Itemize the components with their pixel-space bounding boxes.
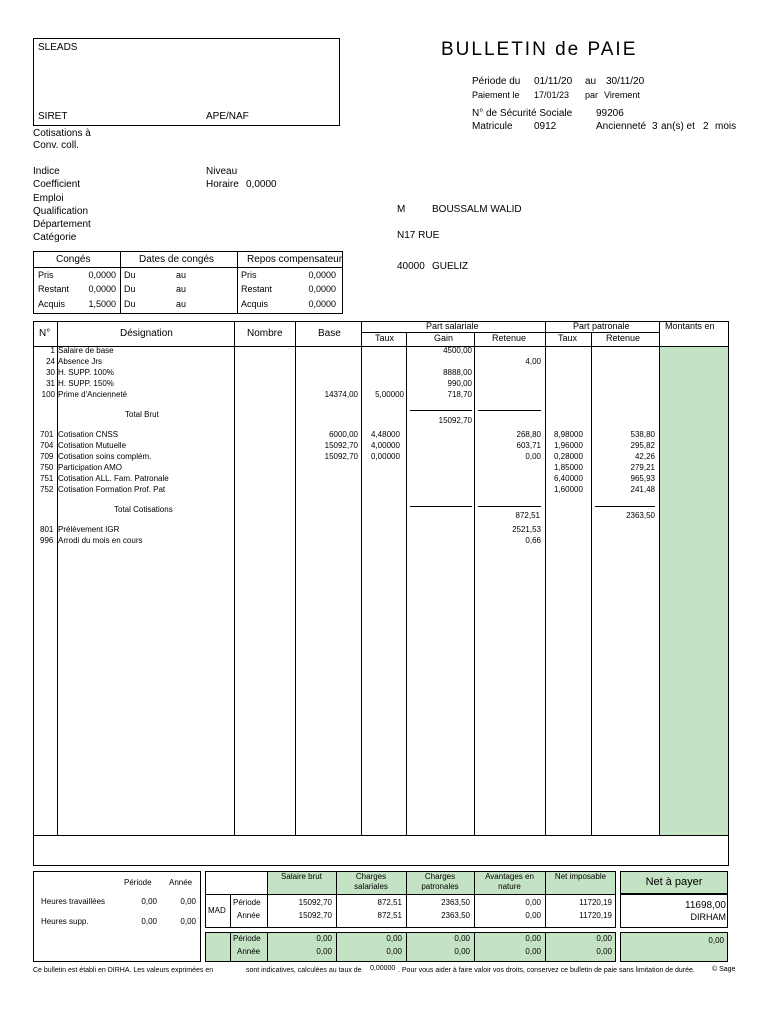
other-row-retenue: 2521,53 — [512, 525, 541, 534]
anciennete-months: 2 — [703, 121, 709, 132]
table-row-num: 30 — [46, 368, 55, 377]
heures-supp-label: Heures supp. — [41, 917, 89, 926]
indice-label: Indice — [33, 166, 60, 177]
cot-row-pretenue: 279,21 — [630, 463, 655, 472]
annee-row-label: Année — [237, 911, 261, 920]
conges-row-label: Restant — [38, 284, 70, 294]
summary-brut: 15092,70 — [298, 911, 332, 920]
cot-row-taux: 0,00000 — [371, 452, 400, 461]
summary-charges_pat: 0,00 — [454, 947, 470, 956]
total-cotisations-label: Total Cotisations — [114, 505, 173, 514]
payment-date: 17/01/23 — [534, 90, 570, 100]
cot-row-num: 709 — [40, 452, 54, 461]
cot-row-pretenue: 295,82 — [630, 441, 655, 450]
other-row-num: 801 — [40, 525, 54, 534]
other-row-num: 996 — [40, 536, 54, 545]
company-box — [33, 38, 340, 126]
summary-avantages: 0,00 — [525, 911, 541, 920]
cot-row-pretenue: 241,48 — [630, 485, 655, 494]
document-title: BULLETIN de PAIE — [441, 39, 638, 60]
table-row-base: 14374,00 — [324, 390, 358, 399]
emploi-label: Emploi — [33, 193, 64, 204]
anciennete-months-unit: mois — [715, 121, 737, 132]
matricule-label: Matricule — [472, 121, 513, 132]
total-cot-retenue: 872,51 — [515, 511, 540, 520]
cot-row-ptaux: 1,85000 — [554, 463, 583, 472]
conges-row-du: Du — [124, 284, 136, 294]
company-name: SLEADS — [38, 42, 78, 53]
col-header-designation: Désignation — [120, 328, 173, 339]
footer-part2: sont indicatives, calculées au taux de — [246, 967, 362, 974]
cot-row-ptaux: 8,98000 — [554, 430, 583, 439]
other-row-designation: Prélèvement IGR — [58, 525, 120, 534]
summary-avantages: 0,00 — [525, 934, 541, 943]
cot-row-retenue: 268,80 — [516, 430, 541, 439]
summary-charges_sal: 872,51 — [377, 911, 402, 920]
repos-row-value: 0,0000 — [308, 284, 336, 294]
repos-row-label: Pris — [241, 270, 257, 280]
heures-travaillees-annee: 0,00 — [180, 897, 196, 906]
heures-supp-periode: 0,00 — [141, 917, 157, 926]
net-payer-currency: DIRHAM — [690, 913, 726, 922]
heures-travaillees-label: Heures travaillées — [41, 897, 106, 906]
table-row-num: 1 — [50, 346, 55, 355]
ss-label: N° de Sécurité Sociale — [472, 108, 573, 119]
periode-row-label: Période — [233, 898, 261, 907]
table-row-num: 31 — [46, 379, 55, 388]
cot-row-ptaux: 1,60000 — [554, 485, 583, 494]
h-avantages-2: nature — [498, 882, 521, 891]
table-row-designation: Salaire de base — [58, 346, 114, 355]
summary-brut: 0,00 — [316, 947, 332, 956]
cot-row-num: 701 — [40, 430, 54, 439]
qualification-label: Qualification — [33, 206, 89, 217]
summary-charges_pat: 2363,50 — [441, 911, 470, 920]
cot-row-designation: Cotisation Formation Prof. Pat — [58, 485, 166, 494]
cot-row-pretenue: 538,80 — [630, 430, 655, 439]
cot-row-num: 750 — [40, 463, 54, 472]
cot-row-num: 752 — [40, 485, 54, 494]
summary-brut: 0,00 — [316, 934, 332, 943]
col-header-retenue: Retenue — [492, 333, 527, 343]
summary-avantages: 0,00 — [525, 898, 541, 907]
cot-row-ptaux: 6,40000 — [554, 474, 583, 483]
horaire-value: 0,0000 — [246, 179, 277, 190]
niveau-label: Niveau — [206, 166, 238, 177]
footer-rate: 0,00000 — [370, 965, 396, 972]
cot-row-designation: Participation AMO — [58, 463, 123, 472]
recipient-city: GUELIZ — [432, 261, 469, 272]
total-brut-label: Total Brut — [125, 410, 159, 419]
table-row-retenue: 4,00 — [525, 357, 541, 366]
anciennete-label: Ancienneté — [596, 121, 647, 132]
h-charges-pat-2: patronales — [421, 882, 459, 891]
h-charges-sal-1: Charges — [355, 872, 387, 881]
net-payer-value: 11698,00 — [685, 900, 726, 911]
table-row-gain: 718,70 — [447, 390, 472, 399]
summary-charges_sal: 0,00 — [386, 934, 402, 943]
table-row-designation: Absence Jrs — [58, 357, 103, 366]
conges-row-value: 0,0000 — [88, 270, 116, 280]
col-header-pretenue: Retenue — [606, 333, 641, 343]
summary-charges_sal: 0,00 — [386, 947, 402, 956]
recipient-name: BOUSSALM WALID — [432, 204, 522, 215]
cot-row-retenue: 603,71 — [516, 441, 541, 450]
cot-row-ptaux: 0,28000 — [554, 452, 583, 461]
ss-value: 99206 — [596, 108, 624, 119]
net-payer-2-value: 0,00 — [708, 936, 724, 945]
cot-row-retenue: 0,00 — [525, 452, 541, 461]
table-row-num: 24 — [46, 357, 55, 366]
cot-row-num: 704 — [40, 441, 54, 450]
conges-row-au: au — [176, 299, 187, 309]
summary-net_imp: 11720,19 — [579, 898, 612, 907]
siret-label: SIRET — [38, 111, 68, 122]
footer-brand: © Sage — [712, 966, 736, 973]
anciennete-years: 3 — [652, 121, 658, 132]
cot-row-designation: Cotisation CNSS — [58, 430, 119, 439]
cot-row-base: 15092,70 — [324, 452, 358, 461]
period-au-label: au — [585, 76, 597, 87]
summary-net_imp: 0,00 — [596, 934, 612, 943]
table-row-designation: Prime d'Ancienneté — [58, 390, 128, 399]
cotisations-label: Cotisations à — [33, 128, 91, 139]
col-header-base: Base — [318, 328, 341, 339]
matricule-value: 0912 — [534, 121, 557, 132]
cot-row-base: 6000,00 — [329, 430, 358, 439]
coefficient-label: Coefficient — [33, 179, 81, 190]
period-from: 01/11/20 — [534, 76, 573, 87]
payment-label: Paiement le — [472, 90, 520, 100]
cot-row-designation: Cotisation Mutuelle — [58, 441, 127, 450]
cot-row-taux: 4,48000 — [371, 430, 400, 439]
periode-row2-label: Période — [233, 934, 261, 943]
table-row-designation: H. SUPP. 100% — [58, 368, 114, 377]
h-salaire-brut: Salaire brut — [281, 872, 322, 881]
total-brut-gain: 15092,70 — [438, 416, 472, 425]
summary-net_imp: 0,00 — [596, 947, 612, 956]
annee-row2-label: Année — [237, 947, 261, 956]
period-from-label: Période du — [472, 76, 521, 87]
summary-net_imp: 11720,19 — [579, 911, 612, 920]
repos-header: Repos compensateur — [247, 254, 343, 265]
other-row-designation: Arrodi du mois en cours — [58, 536, 143, 545]
h-net-imposable: Net imposable — [554, 872, 607, 881]
ape-label: APE/NAF — [206, 111, 249, 122]
total-cot-pretenue: 2363,50 — [626, 511, 655, 520]
departement-label: Département — [33, 219, 91, 230]
footer-part3: . Pour vous aider à faire valoir vos droits, conservez ce bulletin de paie sans limitation de durée. — [398, 967, 695, 974]
net-payer-label: Net à payer — [645, 876, 703, 888]
repos-row-value: 0,0000 — [308, 270, 336, 280]
repos-row-value: 0,0000 — [308, 299, 336, 309]
summary-charges_pat: 0,00 — [454, 934, 470, 943]
period-to: 30/11/20 — [606, 76, 645, 87]
table-row-num: 100 — [41, 390, 55, 399]
col-header-gain: Gain — [434, 333, 454, 343]
heures-travaillees-periode: 0,00 — [141, 897, 157, 906]
conges-row-au: au — [176, 270, 187, 280]
h-avantages-1: Avantages en — [485, 872, 534, 881]
recipient-address: N17 RUE — [397, 230, 440, 241]
horaire-label: Horaire — [206, 179, 239, 190]
cot-row-taux: 4,00000 — [371, 441, 400, 450]
col-header-part-salariale: Part salariale — [426, 321, 479, 331]
cot-row-base: 15092,70 — [324, 441, 358, 450]
recipient-postcode: 40000 — [397, 261, 425, 272]
conges-row-value: 1,5000 — [88, 299, 116, 309]
cot-row-num: 751 — [40, 474, 54, 483]
repos-row-label: Restant — [241, 284, 273, 294]
table-row-gain: 8888,00 — [443, 368, 472, 377]
payment-par-label: par — [585, 90, 599, 100]
col-header-part-patronale: Part patronale — [573, 321, 630, 331]
conges-row-du: Du — [124, 270, 136, 280]
recipient-civility: M — [397, 204, 406, 215]
heures-annee-header: Année — [169, 878, 193, 887]
col-header-nombre: Nombre — [247, 328, 283, 339]
col-header-taux: Taux — [375, 333, 395, 343]
summary-avantages: 0,00 — [525, 947, 541, 956]
cot-row-pretenue: 965,93 — [630, 474, 655, 483]
conges-row-label: Pris — [38, 270, 54, 280]
conges-row-au: au — [176, 284, 187, 294]
col-header-num: N° — [39, 328, 51, 339]
table-row-designation: H. SUPP. 150% — [58, 379, 114, 388]
conv-coll-label: Conv. coll. — [33, 140, 79, 151]
conges-row-du: Du — [124, 299, 136, 309]
cot-row-designation: Cotisation soins complém. — [58, 452, 152, 461]
other-row-retenue: 0,66 — [525, 536, 541, 545]
table-row-gain: 990,00 — [447, 379, 472, 388]
summary-charges_sal: 872,51 — [377, 898, 402, 907]
conges-row-label: Acquis — [38, 299, 66, 309]
payment-method: Virement — [604, 90, 640, 100]
categorie-label: Catégorie — [33, 232, 77, 243]
currency-label: MAD — [208, 906, 226, 915]
conges-header: Congés — [56, 254, 91, 265]
col-header-ptaux: Taux — [558, 333, 578, 343]
repos-row-label: Acquis — [241, 299, 269, 309]
col-header-montants: Montants en — [665, 321, 715, 331]
cot-row-pretenue: 42,26 — [634, 452, 655, 461]
table-row-gain: 4500,00 — [443, 346, 472, 355]
anciennete-years-unit: an(s) et — [661, 121, 695, 132]
summary-charges_pat: 2363,50 — [441, 898, 470, 907]
heures-supp-annee: 0,00 — [180, 917, 196, 926]
heures-periode-header: Période — [124, 878, 152, 887]
cot-row-ptaux: 1,96000 — [554, 441, 583, 450]
table-row-taux: 5,00000 — [375, 390, 404, 399]
montants-column — [659, 347, 728, 835]
summary-brut: 15092,70 — [298, 898, 332, 907]
main-table — [33, 321, 729, 866]
dates-conges-header: Dates de congés — [139, 254, 215, 265]
cot-row-designation: Cotisation ALL. Fam. Patronale — [58, 474, 169, 483]
footer-part1: Ce bulletin est établi en DIRHA. Les valeurs exprimées en — [33, 967, 214, 974]
conges-row-value: 0,0000 — [88, 284, 116, 294]
h-charges-sal-2: salariales — [354, 882, 388, 891]
h-charges-pat-1: Charges — [424, 872, 456, 881]
